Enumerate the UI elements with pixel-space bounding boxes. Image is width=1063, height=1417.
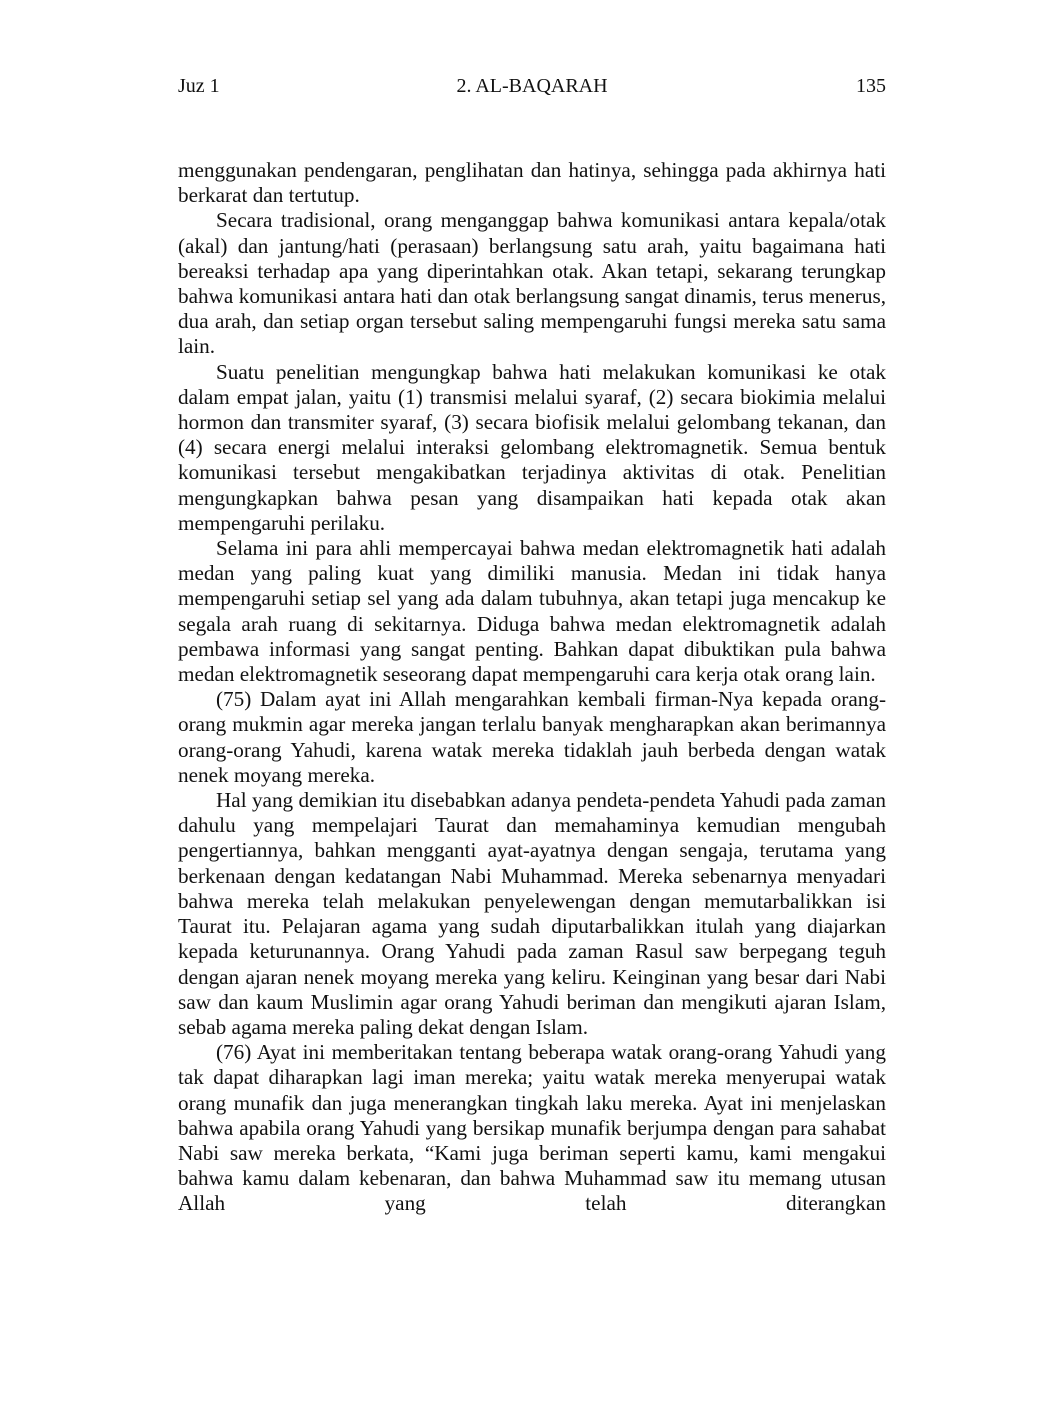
page-header: [178, 72, 886, 100]
page-number: 135: [856, 75, 886, 97]
paragraph-ayat-76: (76) Ayat ini memberitakan tentang beberapa watak orang-orang Yahudi yang tak dapat diharapkan lagi iman mereka; yaitu watak mereka menyerupai watak orang munafik dan juga menerangkan tingkah laku mereka. Ayat ini menjelaskan bahwa apabila orang Yahudi yang bersikap munafik berjumpa dengan para sahabat Nabi saw mereka berkata, “Kami juga beriman seperti kamu, kami mengakui bahwa kamu dalam kebenaran, dan bahwa Muhammad saw itu memang utusan Allah yang telah diterangkan: [178, 1040, 886, 1216]
paragraph-continued: menggunakan pendengaran, penglihatan dan hatinya, sehingga pada akhirnya hati berkarat dan tertutup.: [178, 158, 886, 208]
juz-label: Juz 1: [178, 75, 220, 97]
body-text: [178, 158, 886, 1217]
paragraph: Hal yang demikian itu disebabkan adanya pendeta-pendeta Yahudi pada zaman dahulu yang mempelajari Taurat dan memahaminya kemudian mengubah pengertiannya, bahkan mengganti ayat-ayatnya dengan sengaja, terutama yang berkenaan dengan kedatangan Nabi Muhammad. Mereka sebenarnya menyadari bahwa mereka telah melakukan penyelewengan dengan memutarbalikkan isi Taurat itu. Pelajaran agama yang sudah diputarbalikkan itulah yang diajarkan kepada keturunannya. Orang Yahudi pada zaman Rasul saw berpegang teguh dengan ajaran nenek moyang mereka yang keliru. Keinginan yang besar dari Nabi saw dan kaum Muslimin agar orang Yahudi beriman dan mengikuti ajaran Islam, sebab agama mereka paling dekat dengan Islam.: [178, 788, 886, 1039]
paragraph-ayat-75: (75) Dalam ayat ini Allah mengarahkan kembali firman-Nya kepada orang-orang mukmin agar mereka jangan terlalu banyak mengharapkan akan berimannya orang-orang Yahudi, karena watak mereka tidaklah jauh berbeda dengan watak nenek moyang mereka.: [178, 687, 886, 787]
paragraph: Secara tradisional, orang menganggap bahwa komunikasi antara kepala/otak (akal) dan jantung/hati (perasaan) berlangsung satu arah, yaitu bagaimana hati bereaksi terhadap apa yang diperintahkan otak. Akan tetapi, sekarang terungkap bahwa komunikasi antara hati dan otak berlangsung sangat dinamis, terus menerus, dua arah, dan setiap organ tersebut saling mempengaruhi fungsi mereka satu sama lain.: [178, 208, 886, 359]
surah-title: 2. AL-BAQARAH: [456, 75, 608, 97]
paragraph: Selama ini para ahli mempercayai bahwa medan elektromagnetik hati adalah medan yang paling kuat yang dimiliki manusia. Medan ini tidak hanya mempengaruhi setiap sel yang ada dalam tubuhnya, akan tetapi juga mencakup ke segala arah ruang di sekitarnya. Diduga bahwa medan elektromagnetik adalah pembawa informasi yang sangat penting. Bahkan dapat dibuktikan pula bahwa medan elektromagnetik seseorang dapat mempengaruhi cara kerja otak orang lain.: [178, 536, 886, 687]
paragraph: Suatu penelitian mengungkap bahwa hati melakukan komunikasi ke otak dalam empat jalan, yaitu (1) transmisi melalui syaraf, (2) secara biokimia melalui hormon dan transmiter syaraf, (3) secara biofisik melalui gelombang tekanan, dan (4) secara energi melalui interaksi gelombang elektromagnetik. Semua bentuk komunikasi tersebut mengakibatkan terjadinya aktivitas di otak. Penelitian mengungkapkan bahwa pesan yang disampaikan hati kepada otak akan mempengaruhi perilaku.: [178, 359, 886, 535]
